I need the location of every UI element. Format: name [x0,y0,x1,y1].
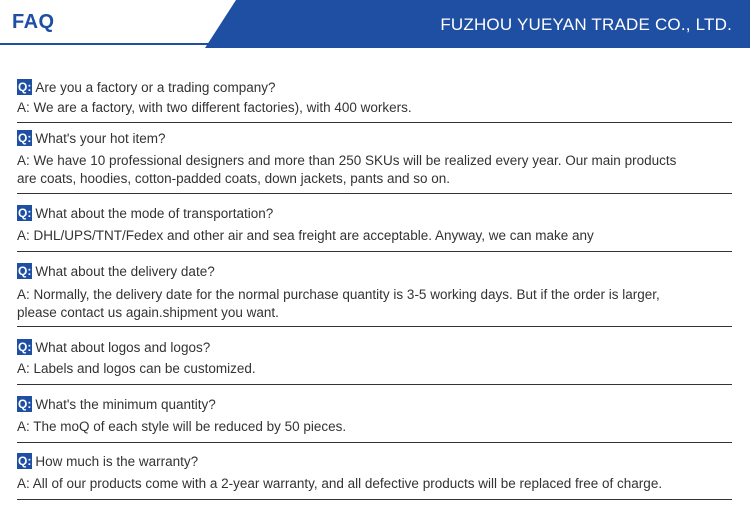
question-text: Are you a factory or a trading company? [35,79,276,95]
question-text: How much is the warranty? [35,453,199,469]
answer-text: A: We have 10 professional designers and more than 250 SKUs will be realized every year. Our main products are coats, hoodies, cotton-padded coats, down jackets, pants and so on. [17,153,677,186]
question-text: What about logos and logos? [35,339,211,355]
question-text: What's your hot item? [35,130,166,146]
company-name: FUZHOU YUEYAN TRADE CO., LTD. [440,15,732,34]
question-row [17,262,215,280]
question-row [17,78,275,96]
divider [17,384,732,385]
question-text: What about the delivery date? [35,263,215,279]
q-badge: Q: [18,264,32,278]
divider [17,122,732,123]
question-row [17,338,210,356]
q-badge: Q: [18,340,32,354]
page-title: FAQ [12,11,55,33]
divider [17,499,732,500]
answer-text: A: Normally, the delivery date for the normal purchase quantity is 3-5 working days. But if the order is larger, please contact us again.shipment you want. [17,287,660,320]
q-badge: Q: [18,454,32,468]
page-header [0,0,750,48]
q-badge: Q: [18,206,32,220]
divider [17,442,732,443]
question-row [17,129,165,147]
q-badge: Q: [18,80,32,94]
q-badge: Q: [18,397,32,411]
question-row [17,204,273,222]
answer-text: A: Labels and logos can be customized. [17,361,256,376]
q-badge: Q: [18,131,32,145]
question-row [17,395,216,413]
answer-text: A: We are a factory, with two different factories), with 400 workers. [17,100,412,115]
divider [17,193,732,194]
answer-text: A: All of our products come with a 2-year warranty, and all defective products will be replaced free of charge. [17,476,663,491]
answer-text: A: DHL/UPS/TNT/Fedex and other air and sea freight are acceptable. Anyway, we can make any [17,228,594,243]
divider [17,251,732,252]
answer-text: A: The moQ of each style will be reduced by 50 pieces. [17,419,347,434]
divider [17,326,732,327]
question-text: What's the minimum quantity? [35,396,216,412]
question-text: What about the mode of transportation? [35,205,274,221]
question-row [17,452,198,470]
